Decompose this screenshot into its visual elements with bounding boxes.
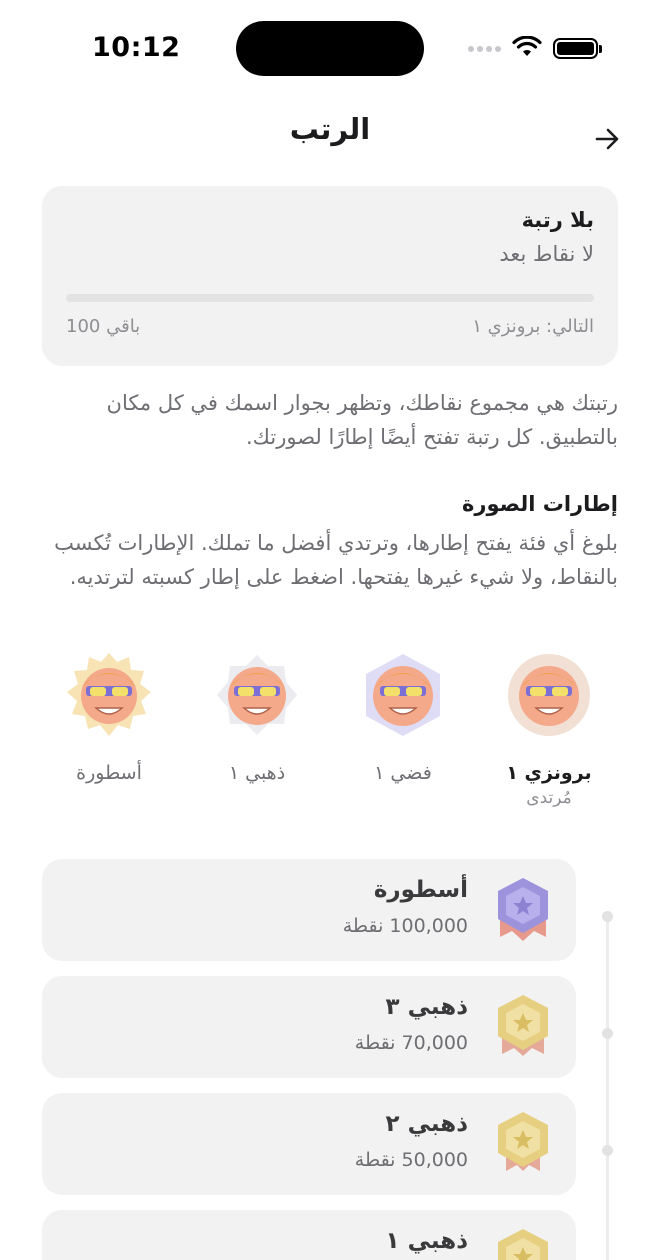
frames-section-description: بلوغ أي فئة يفتح إطارها، وترتدي أفضل ما تملك. الإطارات تُكسب بالنقاط، ولا شيء غيرها يفتحها. اضغط على إطار كسبته لترتديه. [54, 531, 618, 589]
remaining-points-label: باقي 100 [66, 316, 141, 337]
dynamic-island [236, 21, 424, 76]
frame-option-silver-1[interactable] [328, 652, 478, 784]
frame-option-legend[interactable] [34, 652, 184, 784]
wifi-icon [512, 36, 542, 58]
frame-label: ذهبي ١ [228, 762, 286, 784]
avatar-frame-icon [66, 652, 152, 738]
gold-rank-badge-icon [490, 1226, 556, 1260]
legend-rank-badge-icon [490, 875, 556, 945]
tier-timeline-line [606, 912, 609, 1260]
tier-points: 100,000 نقطة [342, 915, 468, 937]
status-bar [0, 0, 660, 96]
tier-name: ذهبي ١ [385, 1228, 468, 1254]
tier-timeline-dot [602, 1145, 613, 1156]
current-rank-card [42, 186, 618, 366]
frames-row [42, 652, 618, 822]
rank-progress-bar [66, 294, 594, 302]
current-rank-points: لا نقاط بعد [499, 242, 594, 266]
frame-label: برونزي ١ [506, 762, 592, 784]
battery-icon [553, 38, 598, 59]
tier-row-legend [42, 859, 576, 961]
tier-timeline-dot [602, 911, 613, 922]
page-title: الرتب [289, 112, 371, 146]
ranks-intro-text: رتبتك هي مجموع نقاطك، وتظهر بجوار اسمك في كل مكان بالتطبيق. كل رتبة تفتح أيضًا إطارًا لصورتك. [106, 391, 618, 449]
tier-row-gold-1 [42, 1210, 576, 1260]
status-time: 10:12 [92, 32, 181, 63]
avatar-frame-icon [360, 652, 446, 738]
tier-timeline-dot [602, 1028, 613, 1039]
current-rank-name: بلا رتبة [521, 208, 594, 232]
frame-option-gold-1[interactable] [182, 652, 332, 784]
frame-label: أسطورة [76, 762, 142, 784]
tier-points: 50,000 نقطة [354, 1149, 468, 1171]
avatar-frame-icon [506, 652, 592, 738]
frame-option-bronze-1[interactable] [474, 652, 624, 808]
gold-rank-badge-icon [490, 1109, 556, 1179]
frame-label: فضي ١ [374, 762, 432, 784]
frames-section-title: إطارات الصورة [462, 492, 618, 516]
back-arrow-icon[interactable] [592, 124, 622, 154]
tier-row-gold-2 [42, 1093, 576, 1195]
cellular-signal-icon [468, 46, 501, 52]
tier-row-gold-3 [42, 976, 576, 1078]
tier-name: ذهبي ٢ [385, 1111, 468, 1137]
frame-equipped-status: مُرتدى [526, 788, 572, 808]
next-rank-label: التالي: برونزي ١ [472, 316, 594, 337]
tier-name: أسطورة [373, 877, 468, 903]
tier-points: 70,000 نقطة [354, 1032, 468, 1054]
avatar-frame-icon [214, 652, 300, 738]
tier-name: ذهبي ٣ [385, 994, 468, 1020]
gold-rank-badge-icon [490, 992, 556, 1062]
